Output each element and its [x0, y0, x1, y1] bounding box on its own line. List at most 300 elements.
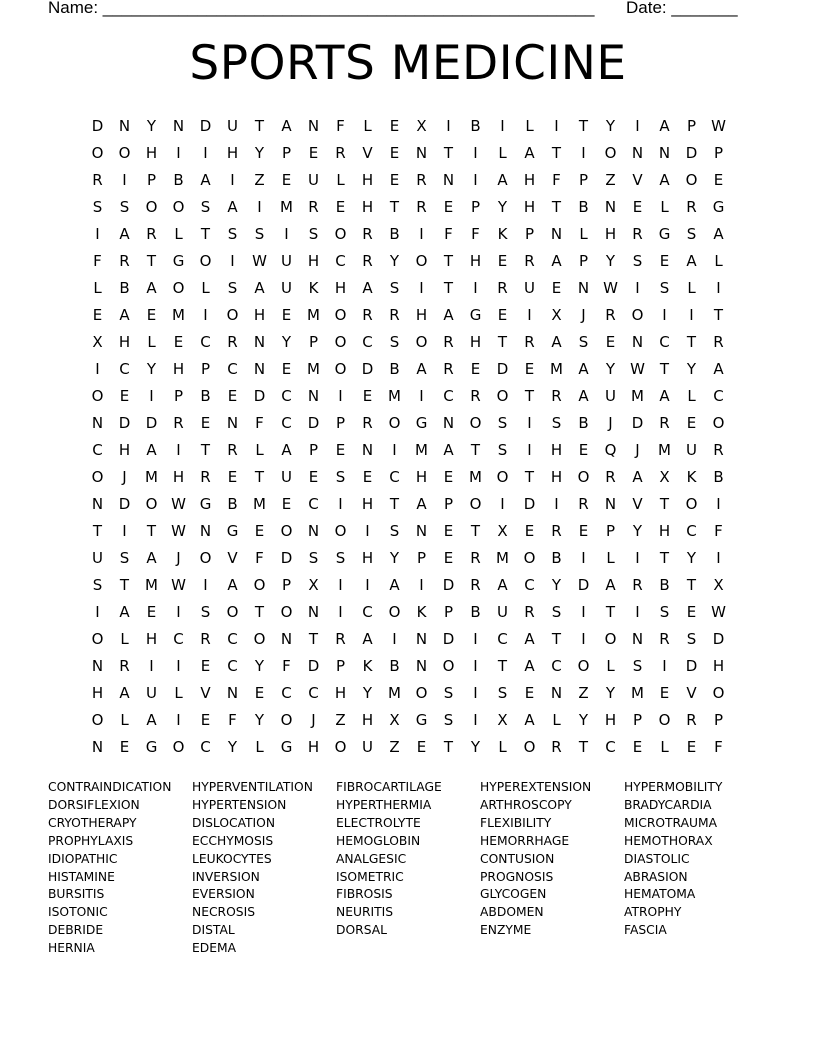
grid-letter: R — [551, 521, 562, 540]
grid-letter: H — [118, 332, 131, 351]
grid-letter: S — [551, 602, 562, 621]
grid-letter: P — [713, 710, 724, 729]
grid-letter: C — [119, 359, 130, 378]
grid-letter: N — [91, 656, 104, 675]
grid-letter: T — [146, 251, 157, 270]
grid-letter: R — [173, 413, 184, 432]
grid-letter: S — [659, 278, 670, 297]
grid-letter: R — [119, 656, 130, 675]
grid-letter: E — [416, 737, 427, 756]
grid-letter: B — [119, 278, 130, 297]
grid-letter: P — [443, 602, 454, 621]
grid-letter: A — [389, 575, 400, 594]
grid-letter: B — [470, 116, 481, 135]
grid-letter: E — [281, 305, 292, 324]
grid-row — [84, 517, 732, 544]
word-list-item: FLEXIBILITY — [480, 815, 552, 830]
grid-letter: H — [118, 440, 131, 459]
grid-letter: L — [147, 332, 156, 351]
grid-letter: D — [631, 413, 644, 432]
grid-letter: T — [605, 602, 616, 621]
grid-letter: N — [307, 386, 320, 405]
grid-letter: V — [362, 143, 373, 162]
grid-letter: I — [716, 548, 721, 567]
grid-letter: P — [632, 710, 643, 729]
grid-letter: T — [659, 494, 670, 513]
grid-letter: R — [308, 197, 319, 216]
grid-letter: B — [470, 602, 481, 621]
grid-letter: E — [119, 737, 130, 756]
word-list-item: DORSAL — [336, 923, 387, 938]
grid-letter: T — [524, 467, 535, 486]
grid-letter: E — [659, 683, 670, 702]
grid-letter: N — [442, 413, 455, 432]
grid-letter: O — [118, 143, 131, 162]
grid-letter: O — [91, 710, 104, 729]
grid-letter: P — [308, 440, 319, 459]
grid-letter: O — [388, 413, 401, 432]
grid-letter: A — [524, 143, 535, 162]
grid-letter: O — [415, 683, 428, 702]
grid-letter: X — [713, 575, 724, 594]
grid-letter: N — [118, 116, 131, 135]
grid-letter: A — [497, 575, 508, 594]
grid-letter: G — [199, 494, 212, 513]
grid-letter: X — [551, 305, 562, 324]
grid-letter: O — [253, 575, 266, 594]
grid-letter: F — [255, 413, 264, 432]
grid-letter: I — [473, 143, 478, 162]
grid-letter: C — [308, 683, 319, 702]
grid-letter: B — [200, 386, 211, 405]
grid-letter: X — [308, 575, 319, 594]
grid-letter: M — [307, 305, 320, 324]
grid-letter: M — [388, 683, 401, 702]
grid-letter: S — [119, 197, 130, 216]
grid-letter: A — [659, 386, 670, 405]
grid-letter: E — [308, 467, 319, 486]
grid-letter: O — [226, 602, 239, 621]
grid-letter: C — [362, 602, 373, 621]
grid-letter: U — [308, 170, 319, 189]
grid-letter: E — [659, 251, 670, 270]
grid-letter: C — [200, 332, 211, 351]
name-field-label: Name: ____________________________________________________ — [48, 0, 595, 17]
grid-letter: Y — [605, 251, 616, 270]
grid-letter: I — [689, 305, 694, 324]
grid-letter: R — [659, 413, 670, 432]
grid-letter: G — [469, 305, 482, 324]
grid-letter: I — [176, 656, 181, 675]
grid-letter: F — [552, 170, 561, 189]
grid-letter: I — [635, 602, 640, 621]
grid-letter: O — [91, 467, 104, 486]
grid-letter: L — [525, 116, 534, 135]
grid-letter: A — [443, 440, 454, 459]
grid-letter: P — [470, 197, 481, 216]
grid-letter: E — [146, 305, 157, 324]
word-list-item: DISTAL — [192, 923, 235, 938]
grid-letter: O — [145, 197, 158, 216]
grid-letter: B — [578, 197, 589, 216]
grid-letter: I — [581, 548, 586, 567]
grid-letter: O — [334, 521, 347, 540]
grid-letter: E — [470, 359, 481, 378]
grid-letter: H — [658, 521, 671, 540]
grid-letter: S — [497, 413, 508, 432]
grid-letter: A — [146, 548, 157, 567]
grid-letter: N — [604, 494, 617, 513]
word-list-column — [48, 779, 192, 958]
grid-letter: S — [389, 521, 400, 540]
grid-letter: O — [523, 548, 536, 567]
grid-letter: E — [686, 413, 697, 432]
grid-letter: A — [227, 197, 238, 216]
grid-row — [84, 274, 732, 301]
grid-letter: R — [362, 251, 373, 270]
grid-letter: A — [524, 656, 535, 675]
grid-letter: D — [91, 116, 104, 135]
grid-letter: I — [338, 386, 343, 405]
grid-row — [84, 598, 732, 625]
grid-letter: F — [255, 548, 264, 567]
grid-letter: O — [280, 521, 293, 540]
grid-letter: O — [496, 386, 509, 405]
grid-letter: O — [496, 467, 509, 486]
grid-letter: Y — [389, 251, 400, 270]
word-list-item: NECROSIS — [192, 905, 256, 920]
grid-letter: R — [227, 440, 238, 459]
grid-letter: A — [632, 467, 643, 486]
grid-letter: K — [416, 602, 427, 621]
grid-letter: P — [524, 224, 535, 243]
grid-letter: P — [308, 332, 319, 351]
grid-letter: Y — [281, 332, 292, 351]
grid-letter: F — [714, 521, 723, 540]
grid-letter: E — [524, 359, 535, 378]
grid-letter: A — [146, 278, 157, 297]
grid-letter: T — [200, 440, 211, 459]
grid-letter: W — [711, 602, 726, 621]
grid-letter: R — [200, 467, 211, 486]
grid-letter: S — [200, 197, 211, 216]
grid-letter: S — [632, 251, 643, 270]
grid-letter: C — [281, 683, 292, 702]
grid-row — [84, 436, 732, 463]
grid-letter: O — [685, 494, 698, 513]
grid-letter: O — [280, 710, 293, 729]
grid-letter: S — [92, 197, 103, 216]
grid-letter: T — [389, 197, 400, 216]
word-list-column — [480, 779, 624, 958]
grid-letter: O — [658, 710, 671, 729]
grid-letter: E — [497, 251, 508, 270]
grid-letter: A — [686, 251, 697, 270]
grid-letter: E — [713, 170, 724, 189]
grid-letter: E — [578, 440, 589, 459]
grid-letter: G — [145, 737, 158, 756]
grid-letter: S — [551, 413, 562, 432]
grid-letter: R — [524, 602, 535, 621]
grid-row — [84, 112, 732, 139]
grid-letter: O — [199, 548, 212, 567]
grid-letter: O — [415, 332, 428, 351]
grid-letter: T — [524, 386, 535, 405]
grid-letter: H — [469, 332, 482, 351]
grid-letter: L — [174, 683, 183, 702]
grid-letter: A — [605, 575, 616, 594]
grid-letter: I — [176, 143, 181, 162]
word-list — [48, 779, 768, 958]
word-list-column — [192, 779, 336, 958]
grid-letter: Y — [254, 143, 265, 162]
grid-letter: A — [416, 359, 427, 378]
grid-letter: I — [95, 359, 100, 378]
grid-letter: I — [338, 575, 343, 594]
page-title: SPORTS MEDICINE — [189, 36, 627, 91]
grid-letter: N — [307, 602, 320, 621]
grid-row — [84, 301, 732, 328]
word-list-item: PROPHYLAXIS — [48, 833, 134, 848]
grid-letter: K — [362, 656, 373, 675]
word-search-grid — [84, 112, 732, 760]
grid-row — [84, 409, 732, 436]
word-list-item: HYPERTENSION — [192, 797, 287, 812]
grid-letter: H — [415, 305, 428, 324]
grid-letter: W — [603, 278, 618, 297]
grid-letter: H — [415, 467, 428, 486]
grid-letter: O — [631, 305, 644, 324]
grid-letter: F — [471, 224, 480, 243]
grid-letter: E — [119, 386, 130, 405]
grid-letter: C — [389, 467, 400, 486]
grid-letter: N — [307, 116, 320, 135]
grid-letter: R — [551, 386, 562, 405]
grid-letter: R — [200, 629, 211, 648]
grid-letter: R — [632, 224, 643, 243]
grid-letter: Y — [146, 116, 157, 135]
grid-letter: O — [226, 305, 239, 324]
grid-row — [84, 247, 732, 274]
grid-letter: H — [712, 656, 725, 675]
word-list-item: HYPEREXTENSION — [480, 780, 592, 794]
grid-letter: S — [686, 629, 697, 648]
grid-letter: I — [203, 143, 208, 162]
grid-letter: H — [361, 710, 374, 729]
grid-letter: E — [200, 656, 211, 675]
grid-letter: B — [227, 494, 238, 513]
grid-letter: I — [473, 656, 478, 675]
grid-letter: E — [524, 521, 535, 540]
grid-letter: Y — [254, 710, 265, 729]
grid-letter: I — [527, 305, 532, 324]
grid-letter: B — [173, 170, 184, 189]
grid-letter: E — [524, 683, 535, 702]
grid-letter: S — [443, 683, 454, 702]
word-list-item: HERNIA — [48, 941, 95, 956]
grid-letter: I — [581, 602, 586, 621]
grid-letter: T — [470, 521, 481, 540]
grid-letter: N — [91, 494, 104, 513]
grid-letter: S — [335, 467, 346, 486]
grid-letter: I — [365, 521, 370, 540]
grid-letter: R — [362, 413, 373, 432]
grid-letter: L — [498, 143, 507, 162]
grid-letter: V — [632, 170, 643, 189]
grid-letter: C — [308, 494, 319, 513]
grid-letter: W — [711, 116, 726, 135]
grid-letter: I — [365, 575, 370, 594]
grid-letter: C — [659, 332, 670, 351]
grid-letter: N — [415, 143, 428, 162]
grid-letter: Q — [604, 440, 617, 459]
grid-letter: A — [254, 278, 265, 297]
grid-letter: I — [635, 116, 640, 135]
grid-letter: V — [632, 494, 643, 513]
grid-letter: U — [146, 683, 157, 702]
grid-letter: A — [119, 305, 130, 324]
grid-letter: L — [660, 737, 669, 756]
grid-letter: Y — [605, 116, 616, 135]
grid-letter: I — [500, 494, 505, 513]
grid-letter: T — [578, 116, 589, 135]
word-list-item: ENZYME — [480, 923, 532, 938]
grid-letter: H — [334, 278, 347, 297]
word-list-item: DORSIFLEXION — [48, 797, 140, 812]
grid-letter: T — [443, 278, 454, 297]
grid-letter: C — [227, 629, 238, 648]
grid-letter: E — [281, 170, 292, 189]
grid-letter: A — [551, 251, 562, 270]
grid-letter: M — [388, 386, 401, 405]
grid-letter: R — [470, 548, 481, 567]
grid-letter: I — [662, 656, 667, 675]
grid-letter: C — [362, 332, 373, 351]
grid-letter: D — [577, 575, 590, 594]
grid-letter: I — [122, 170, 127, 189]
grid-letter: R — [686, 710, 697, 729]
word-list-item: ARTHROSCOPY — [480, 797, 572, 812]
grid-row — [84, 382, 732, 409]
grid-letter: I — [662, 305, 667, 324]
grid-letter: A — [551, 332, 562, 351]
grid-row — [84, 490, 732, 517]
grid-letter: J — [581, 305, 586, 324]
grid-row — [84, 193, 732, 220]
grid-letter: R — [416, 197, 427, 216]
grid-letter: Y — [605, 359, 616, 378]
date-field-label: Date: _______ — [626, 0, 738, 17]
grid-letter: Z — [335, 710, 346, 729]
grid-row — [84, 706, 732, 733]
grid-letter: B — [578, 413, 589, 432]
grid-letter: D — [199, 116, 212, 135]
grid-letter: O — [334, 737, 347, 756]
grid-letter: R — [605, 305, 616, 324]
grid-letter: S — [659, 602, 670, 621]
grid-letter: C — [92, 440, 103, 459]
grid-letter: S — [497, 440, 508, 459]
grid-letter: F — [228, 710, 237, 729]
word-list-item: ABDOMEN — [480, 905, 544, 920]
grid-letter: T — [254, 602, 265, 621]
grid-letter: O — [91, 386, 104, 405]
grid-letter: R — [713, 332, 724, 351]
grid-letter: U — [92, 548, 103, 567]
grid-letter: S — [200, 602, 211, 621]
grid-letter: I — [95, 224, 100, 243]
word-list-item: DIASTOLIC — [624, 851, 690, 866]
grid-letter: O — [685, 170, 698, 189]
grid-letter: C — [281, 386, 292, 405]
grid-letter: S — [578, 332, 589, 351]
grid-letter: P — [281, 575, 292, 594]
grid-letter: N — [415, 656, 428, 675]
grid-letter: N — [199, 521, 212, 540]
grid-letter: K — [686, 467, 697, 486]
grid-letter: W — [171, 494, 186, 513]
grid-letter: Y — [146, 359, 157, 378]
grid-letter: E — [92, 305, 103, 324]
grid-letter: S — [389, 278, 400, 297]
grid-letter: T — [497, 656, 508, 675]
grid-letter: E — [362, 386, 373, 405]
grid-row — [84, 328, 732, 355]
grid-letter: E — [200, 413, 211, 432]
grid-letter: O — [712, 683, 725, 702]
grid-letter: E — [200, 710, 211, 729]
grid-letter: R — [92, 170, 103, 189]
grid-letter: I — [230, 170, 235, 189]
grid-letter: Y — [254, 656, 265, 675]
grid-letter: R — [443, 332, 454, 351]
grid-letter: T — [443, 737, 454, 756]
grid-letter: E — [281, 494, 292, 513]
grid-letter: I — [149, 386, 154, 405]
grid-letter: A — [119, 683, 130, 702]
word-list-item: DISLOCATION — [192, 815, 276, 830]
word-list-item: NEURITIS — [336, 905, 394, 920]
grid-letter: D — [361, 359, 374, 378]
grid-letter: J — [176, 548, 181, 567]
grid-letter: U — [686, 440, 697, 459]
grid-letter: E — [308, 143, 319, 162]
grid-letter: H — [550, 467, 563, 486]
grid-letter: H — [172, 467, 185, 486]
grid-letter: N — [550, 224, 563, 243]
grid-letter: C — [497, 629, 508, 648]
grid-letter: M — [280, 197, 293, 216]
grid-letter: S — [92, 575, 103, 594]
grid-letter: I — [176, 710, 181, 729]
grid-letter: H — [469, 251, 482, 270]
grid-letter: E — [686, 737, 697, 756]
grid-letter: O — [334, 224, 347, 243]
grid-letter: T — [551, 197, 562, 216]
word-list-item: ISOMETRIC — [336, 869, 404, 884]
grid-letter: L — [714, 251, 723, 270]
grid-letter: N — [631, 629, 644, 648]
grid-letter: S — [227, 224, 238, 243]
grid-letter: A — [119, 602, 130, 621]
grid-letter: A — [146, 710, 157, 729]
grid-letter: S — [443, 710, 454, 729]
grid-letter: L — [363, 116, 372, 135]
grid-letter: H — [604, 710, 617, 729]
grid-letter: E — [335, 440, 346, 459]
grid-letter: J — [311, 710, 316, 729]
grid-letter: I — [392, 440, 397, 459]
